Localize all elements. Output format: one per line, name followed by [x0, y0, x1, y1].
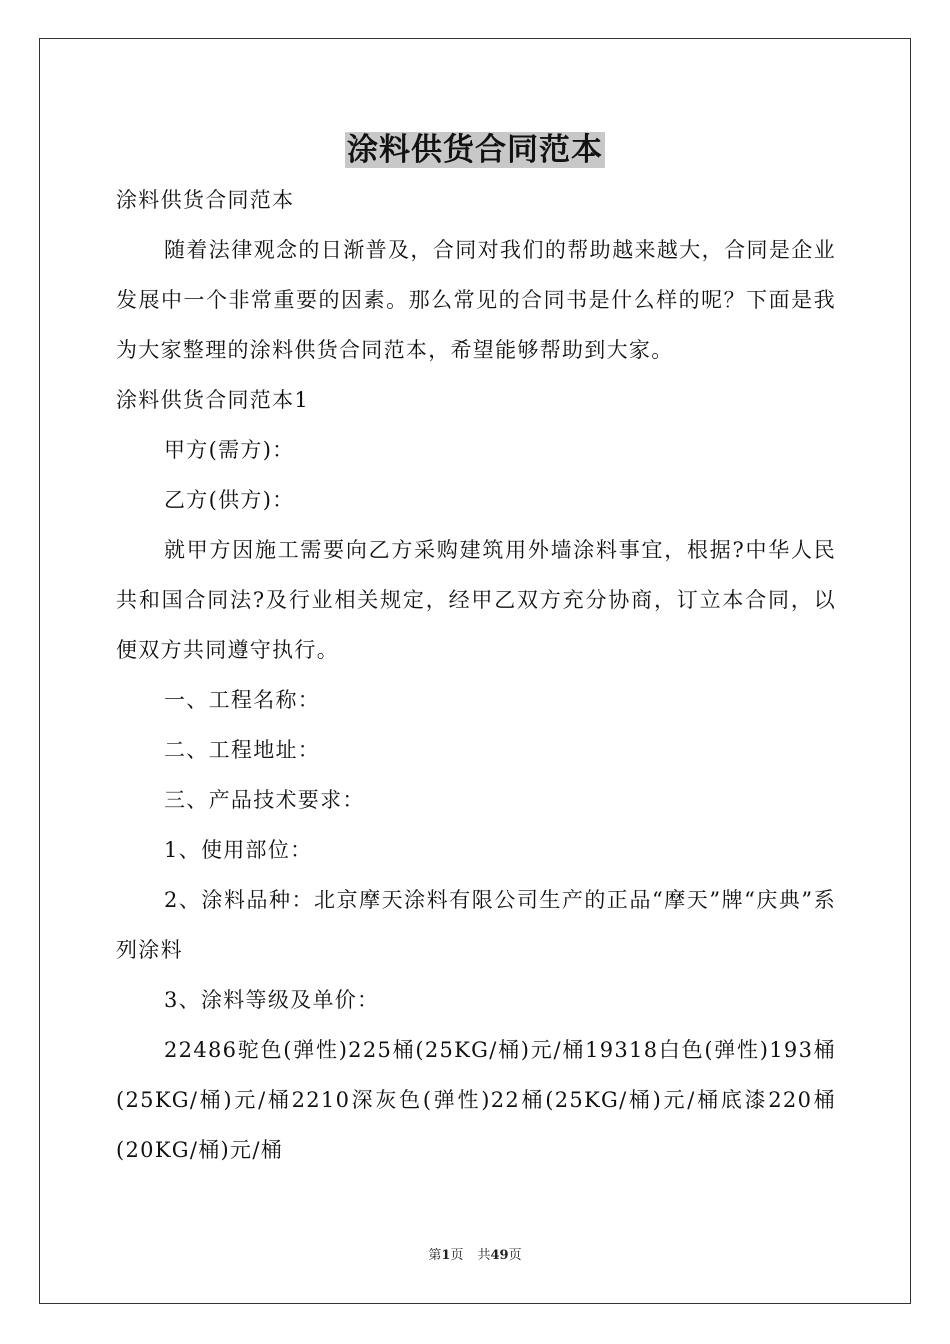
page-footer [0, 1247, 950, 1265]
paragraph-subtitle: 涂料供货合同范本 [116, 188, 295, 212]
paragraph-party-a: 甲方(需方)： [164, 438, 295, 462]
paragraph-party-b: 乙方(供方)： [164, 488, 295, 512]
page-prefix: 第 [428, 1248, 442, 1263]
paragraph-paint-list: 22486驼色(弹性)225桶(25KG/桶)元/桶19318白色(弹性)193桶(25KG/桶)元/桶2210深灰色(弹性)22桶(25KG/桶)元/桶底漆220桶(20KG/桶)元/桶 [116, 1038, 836, 1162]
paragraph-preamble: 就甲方因施工需要向乙方采购建筑用外墙涂料事宜，根据?中华人民共和国合同法?及行业相关规定，经甲乙双方充分协商，订立本合同，以便双方共同遵守执行。 [116, 538, 836, 662]
paragraph-project-address: 二、工程地址： [164, 738, 321, 762]
page-suffix: 页 [450, 1248, 464, 1263]
page-number: 1 [441, 1248, 451, 1263]
total-pages: 49 [490, 1248, 509, 1263]
paragraph-intro: 随着法律观念的日渐普及，合同对我们的帮助越来越大，合同是企业发展中一个非常重要的因素。那么常见的合同书是什么样的呢？下面是我为大家整理的涂料供货合同范本，希望能够帮助到大家。 [116, 238, 836, 362]
document-title [0, 127, 950, 173]
document-body [116, 175, 836, 1175]
paragraph-project-name: 一、工程名称： [164, 688, 321, 712]
paragraph-section-heading: 涂料供货合同范本1 [116, 388, 310, 412]
total-suffix: 页 [508, 1248, 522, 1263]
paragraph-tech-requirements: 三、产品技术要求： [164, 788, 365, 812]
paragraph-usage-location: 1、使用部位： [164, 838, 313, 862]
total-prefix: 共 [477, 1248, 491, 1263]
paragraph-paint-type: 2、涂料品种：北京摩天涂料有限公司生产的正品“摩天”牌“庆典”系列涂料 [116, 888, 836, 962]
document-title-text: 涂料供货合同范本 [347, 132, 603, 168]
paragraph-paint-grade: 3、涂料等级及单价： [164, 988, 380, 1012]
